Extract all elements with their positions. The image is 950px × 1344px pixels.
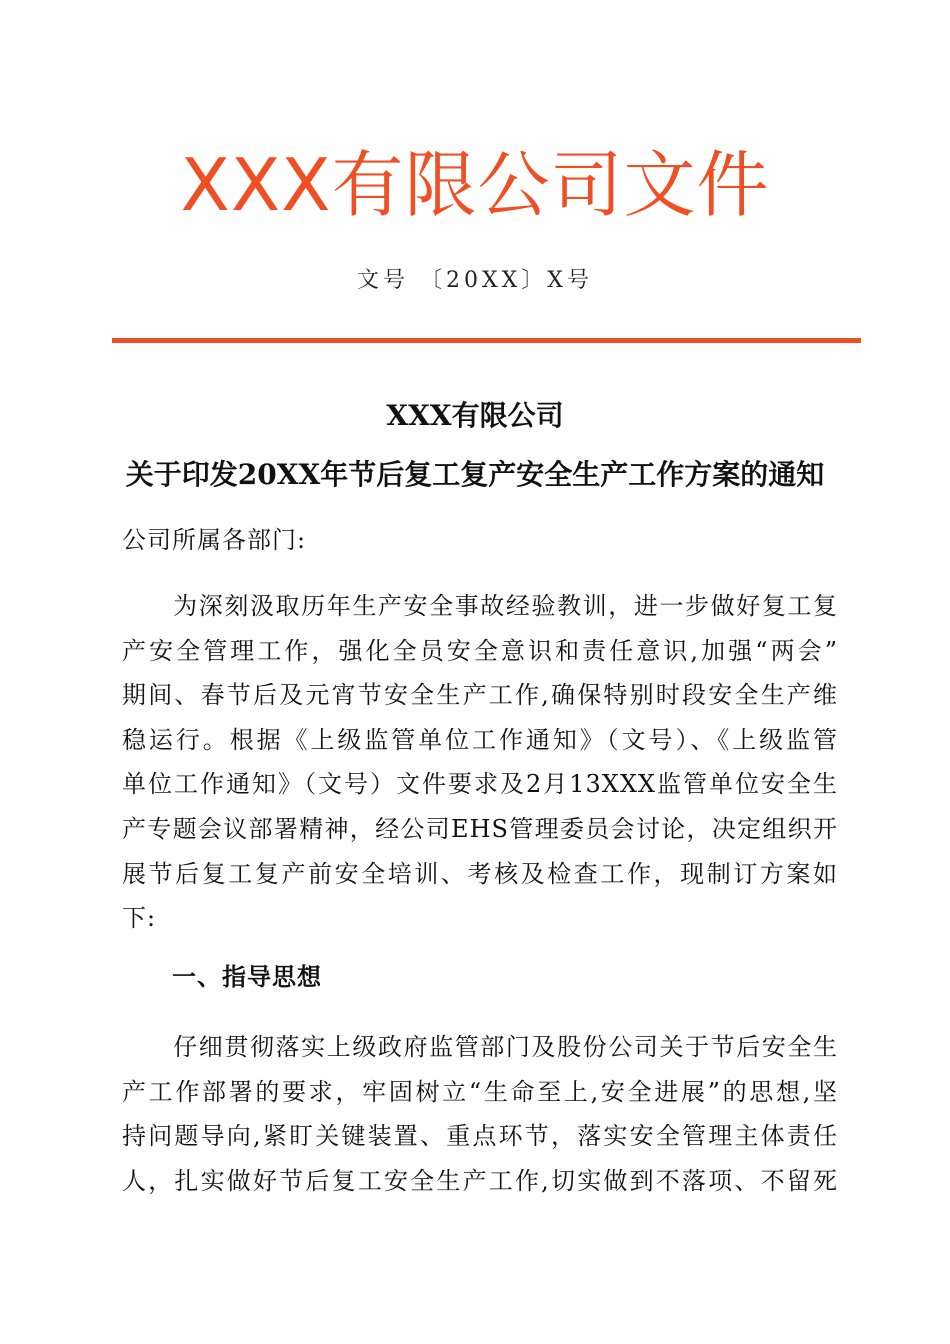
paragraph-line: 下: [122,904,157,933]
notice-title-company: XXX有限公司 [386,399,564,432]
paragraph-line: 为深刻汲取历年生产安全事故经验教训，进一步做好复工复 [122,592,838,620]
body-paragraph-intro [122,584,838,941]
document-masthead: XXX有限公司文件 [180,143,770,227]
paragraph-line: 产工作部署的要求，牢固树立“生命至上,安全进展”的思想,坚 [122,1077,838,1106]
paragraph-line: 单位工作通知》（文号）文件要求及2月13XXX监管单位安全生 [122,770,838,799]
body-paragraph-guiding-principle [122,1025,838,1203]
paragraph-line: 期间、春节后及元宵节安全生产工作,确保特别时段安全生产维 [122,681,838,710]
paragraph-line: 展节后复工复产前安全培训、考核及检查工作，现制订方案如 [122,859,838,888]
paragraph-line: 产安全管理工作，强化全员安全意识和责任意识,加强“两会” [122,636,838,665]
section-heading-guiding-principle: 一、指导思想 [172,963,322,991]
document-number: 文号 〔20XX〕X号 [357,268,593,293]
paragraph-line: 人，扎实做好节后复工安全生产工作,切实做到不落项、不留死 [122,1166,838,1195]
paragraph-line: 持问题导向,紧盯关键装置、重点环节，落实安全管理主体责任 [122,1122,838,1151]
notice-title-subject: 关于印发20XX年节后复工复产安全生产工作方案的通知 [125,458,825,491]
paragraph-line: 稳运行。根据《上级监管单位工作通知》（文号）、《上级监管 [122,725,838,754]
paragraph-line: 仔细贯彻落实上级政府监管部门及股份公司关于节后安全生 [122,1033,838,1061]
paragraph-line: 产专题会议部署精神，经公司EHS管理委员会讨论，决定组织开 [122,814,838,843]
red-divider-rule [112,338,861,343]
salutation: 公司所属各部门: [122,526,307,554]
